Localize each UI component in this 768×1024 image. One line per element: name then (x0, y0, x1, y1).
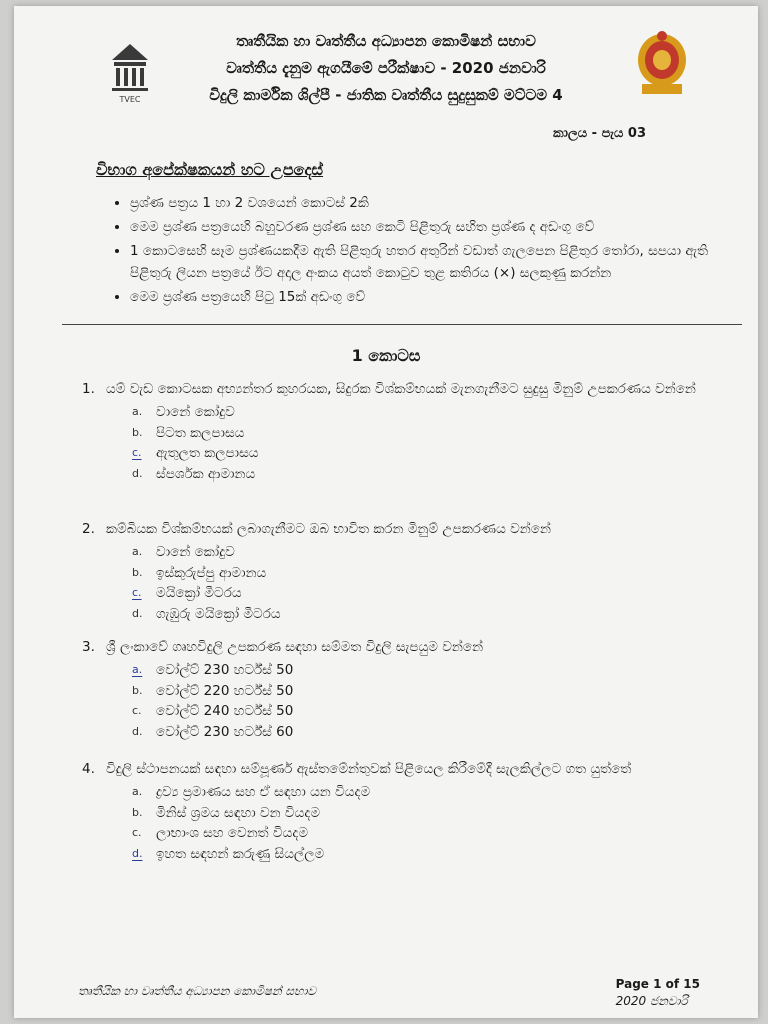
section-title: 1 කොටස (351, 346, 421, 365)
option-letter: a. (132, 785, 143, 798)
option-text: වානේ කෝදුව (156, 544, 235, 560)
option-letter: b. (132, 425, 143, 439)
page-number: Page 1 of 15 (615, 977, 700, 991)
marked-answer-letter: d. (132, 846, 143, 860)
question-text: ශ්‍රී ලංකාවේ ගෘහවිදුලි උපකරණ සඳහා සම්මත විදුලි සැපයුම වන්නේ (106, 639, 484, 655)
option-text: ද්‍රව්‍ය ප්‍රමාණය සහ ඒ සඳහා යන වියදම (156, 784, 371, 800)
option-c (132, 823, 722, 844)
option-b (132, 563, 722, 584)
option-text: වෝල්ට් 240 හර්ට්ස් 50 (156, 703, 294, 719)
question-number: 4. (82, 761, 95, 777)
option-d (132, 464, 722, 485)
option-text: ලාභාංශ සහ වෙනත් වියදම (156, 825, 309, 841)
question-2 (82, 518, 722, 624)
instruction-item: • මෙම ප්‍රශ්ණ පත්‍රයෙහි බහුවරණ ප්‍රශ්ණ සහ කෙටි පිළිතුරු සහිත ප්‍රශ්ණ ද අඩංගු වේ (130, 216, 730, 238)
question-3 (82, 636, 722, 742)
marked-answer-letter: c. (132, 446, 142, 459)
option-d (132, 722, 722, 743)
instructions-list (112, 192, 730, 310)
question-number: 1. (82, 381, 95, 397)
question-text: කම්බියක විශ්කම්භයක් ලබාගැනීමට ඔබ භාවිත කරන මිනුම් උපකරණය වන්නේ (106, 521, 551, 537)
option-c (132, 583, 722, 604)
option-letter: d. (132, 724, 143, 738)
instruction-item: • මෙම ප්‍රශ්ණ පත්‍රයෙහි පිටු 15ක් අඩංගු වේ (130, 286, 730, 308)
option-a (132, 542, 722, 563)
footer-date: 2020 ජනවාරි (615, 994, 688, 1008)
option-text: ඇතුලත කලපාසය (156, 445, 259, 461)
option-text: ඉහත සඳහන් කරුණු සියල්ලම (156, 845, 325, 862)
option-text: පිටත කලපාසය (156, 424, 245, 441)
option-letter: b. (132, 565, 143, 579)
option-text: වානේ කෝදුව (156, 404, 235, 420)
question-number: 2. (82, 521, 95, 537)
instruction-item: • 1 කොටසෙහි සෑම ප්‍රශ්ණයකදීම ඇති පිළිතුරු හතර අතුරින් වඩාත් ගැලපෙන පිළිතුර තෝරා, සපයා ඇති පිළිතුරු ලියන පත්‍රයේ ඊට අදාල අංකය අයත් කොටුව තුළ කතිරය (×) සලකුණු කරන්න (130, 240, 730, 284)
option-letter: b. (132, 683, 143, 697)
option-text: ගැඹුරු මයික්‍රෝ මීටරය (156, 605, 281, 622)
footer-page-info (616, 976, 700, 1010)
section-divider (62, 324, 742, 325)
marked-answer-letter: c. (132, 586, 142, 599)
paper-code: කාලය - පැය 03 (553, 126, 646, 141)
option-d (132, 844, 722, 865)
option-b (132, 423, 722, 444)
option-text: මයික්‍රෝ මීටරය (156, 585, 242, 601)
option-text: මිනිස් ශ්‍රමය සඳහා වන වියදම (156, 804, 321, 821)
header-course: විදුලි කාර්මික ශිල්පී - ජාතික වෘත්තීය සුදුසුකම් මට්ටම 4 (209, 86, 563, 104)
option-text: ස්පර්ශක ආමානය (156, 465, 256, 482)
exam-page (14, 6, 758, 1018)
header-exam-title: වෘත්තීය දැනුම ඇගයීමේ පරීක්ෂාව - 2020 ජනවාරි (226, 59, 546, 77)
option-letter: a. (132, 545, 143, 558)
option-letter: a. (132, 405, 143, 418)
instruction-item: • ප්‍රශ්ණ පත්‍රය 1 හා 2 වශයෙන් කොටස් 2කි (130, 192, 730, 214)
question-text: විදුලි ස්ථාපනයක් සඳහා සම්පූර්ණ ඇස්තමේන්තුවක් පිළියෙල කිරීමේදී සැලකිල්ලට ගත යුත්තේ (106, 761, 632, 777)
option-a (132, 660, 722, 681)
question-1 (82, 378, 722, 484)
option-letter: c. (132, 826, 142, 839)
header-institution: තෘතීයික හා වෘත්තීය අධ්‍යාපන කොමිෂන් සභාව (236, 32, 536, 50)
option-letter: b. (132, 805, 143, 819)
footer-institution: තෘතීයික හා වෘත්තීය අධ්‍යාපන කොමිෂන් සභාව (78, 984, 317, 998)
option-letter: d. (132, 466, 143, 480)
option-a (132, 402, 722, 423)
sri-lanka-emblem-icon (634, 28, 690, 98)
option-c (132, 701, 722, 722)
option-b (132, 681, 722, 702)
option-c (132, 443, 722, 464)
option-letter: d. (132, 606, 143, 620)
question-4 (82, 758, 722, 864)
logo-text: TVEC (119, 95, 141, 104)
option-letter: c. (132, 704, 142, 717)
option-text: වෝල්ට් 230 හර්ට්ස් 50 (156, 662, 294, 678)
question-number: 3. (82, 639, 95, 655)
option-d (132, 604, 722, 625)
marked-answer-letter: a. (132, 663, 143, 676)
option-text: වෝල්ට් 230 හර්ට්ස් 60 (156, 723, 294, 740)
option-b (132, 803, 722, 824)
instructions-title: විභාග අපේක්ෂකයන් හට උපදෙස් (96, 160, 324, 179)
option-text: වෝල්ට් 220 හර්ට්ස් 50 (156, 682, 294, 699)
option-a (132, 782, 722, 803)
option-text: ඉස්කුරුප්පු ආමානය (156, 564, 267, 581)
question-text: යම් වැඩ කොටසක අභ්‍යන්තර කුහරයක, සිදුරක විශ්කම්භයක් මැනගැනීමට සුදුසු මිනුම් උපකරණය වන්නේ (106, 381, 696, 397)
